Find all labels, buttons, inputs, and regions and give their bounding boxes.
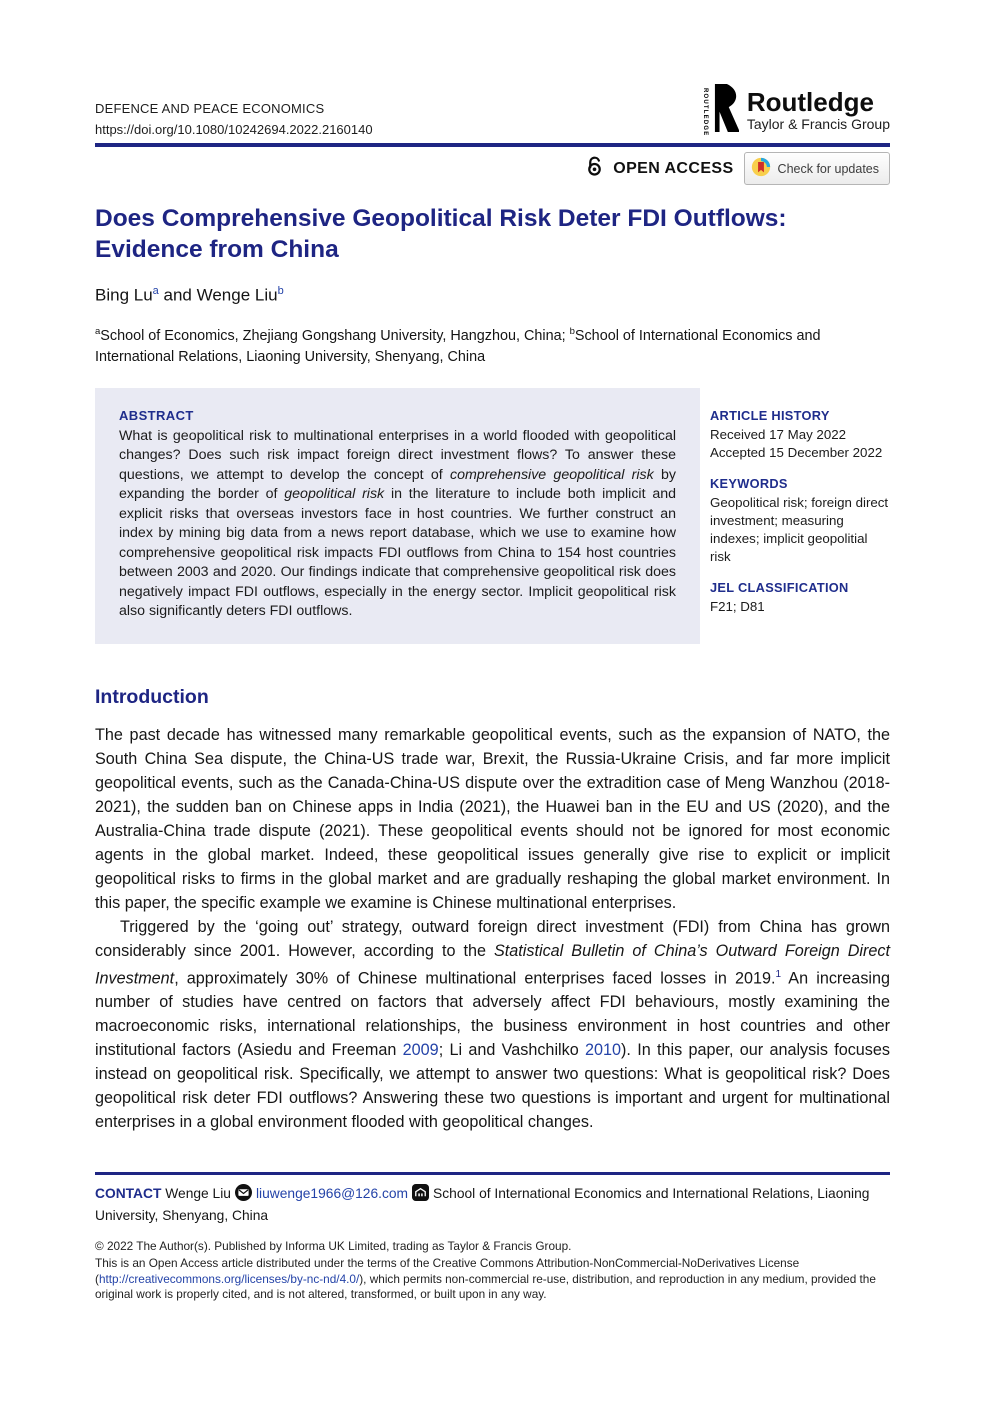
abstract-text-part: in the literature to include both implicit and explicit risks that overseas investors face in host countries. We further construct an index by mining big data from a news report database, which we use to examine how comprehensive geopolitical risk impacts FDI outflows from China to 154 host countries between 2003 and 2020. Our findings indicate that comprehensive geopolitical risk does negatively impact FDI outflows, especially in the energy sector. Implicit geopolitical risk also significantly deters FDI outflows. [119,486,676,620]
footer-rule [95,1172,890,1175]
open-access-label: OPEN ACCESS [613,159,734,177]
keywords-block [710,476,890,566]
contact-address: School of International Economics and International Relations, Liaoning University, Shenyang, China [95,1185,870,1223]
contact-name: Wenge Liu [161,1185,231,1201]
abstract-italic-phrase: geopolitical risk [284,486,385,503]
affiliations [95,321,890,368]
abstract-box [95,388,700,644]
authors-line [95,285,890,306]
license-url-link[interactable]: http://creativecommons.org/licenses/by-nc-nd/4.0/ [98,1271,360,1286]
affiliation-b: School of International Economics and International Relations, Liaoning University, Shenyang, China [95,327,821,365]
publisher-names [746,86,890,133]
affiliation-a-mark: a [95,326,101,338]
author-2: Wenge Liu [196,285,278,305]
institution-icon [412,1184,429,1206]
license-block [95,1239,890,1303]
article-history-block [710,408,890,462]
author-1: Bing Lu [95,285,153,305]
introduction-heading: Introduction [95,685,209,708]
publisher-group: Taylor & Francis Group [746,116,890,133]
abstract-text-part: by expanding the border of [119,466,676,503]
abstract-label: ABSTRACT [119,407,194,423]
header-rule [95,143,890,147]
doi-link[interactable]: https://doi.org/10.1080/10242694.2022.2160140 [95,122,373,137]
accepted-date: Accepted 15 December 2022 [710,444,883,460]
check-for-updates-button[interactable] [744,152,890,185]
introduction-paragraph-1: The past decade has witnessed many remarkable geopolitical events, such as the expansion of NATO, the South China Sea dispute, the China-US trade war, Brexit, the Russia-Ukraine Crisis, and far more implicit geopolitical events, such as the Canada-China-US dispute over the extradition case of Meng Wanzhou (2018-2021), the sudden ban on Chinese apps in India (2021), the Huawei ban in the EU and US (2020), and the Australia-China trade dispute (2021). These geopolitical events should not be ignored for most economic agents in the global market. Indeed, these geopolitical issues generally give rise to explicit or implicit geopolitical risks to firms in the global market and are gradually reshaping the global market environment. In this paper, the specific example we examine is Chinese multinational enterprises. [95,725,890,912]
paragraph-text: Triggered by the ‘going out’ strategy, outward foreign direct investment (FDI) from China has grown considerably since 2001. However, according to the [95,917,890,960]
contact-email-link[interactable]: liuwenge1966@126.com [255,1185,409,1201]
article-meta-sidebar [710,388,890,644]
paragraph-text: ; Li and Vashchilko [438,1041,586,1060]
authors-separator: and [158,285,197,305]
paragraph-text: , approximately 30% of Chinese multinational enterprises faced losses in 2019. [174,969,776,988]
license-text [95,1256,890,1303]
access-row [95,155,890,183]
citation-link-2010[interactable]: 2010 [585,1041,622,1060]
open-access-lock-icon [586,155,603,182]
publisher-name: Routledge [746,86,874,117]
paragraph-text: An increasing number of studies have centred on factors that adversely affect FDI behaviours, mostly examining the macroeconomic risks, international relationships, the business environment in host countries and other institutional factors (Asiedu and Freeman [95,969,891,1060]
routledge-r-mark [713,84,739,137]
article-title: Does Comprehensive Geopolitical Risk Deter FDI Outflows: Evidence from China [95,204,787,263]
footnote-1-marker[interactable]: 1 [775,968,782,980]
check-for-updates-label: Check for updates [777,161,879,176]
license-text-part: This is an Open Access article distributed under the terms of the Creative Commons Attribution-NonCommercial-NoDerivatives License ( [95,1256,800,1286]
received-date: Received 17 May 2022 [710,426,847,442]
jel-label: JEL CLASSIFICATION [710,579,849,595]
journal-header [95,86,890,137]
keywords-text: Geopolitical risk; foreign direct investment; measuring indexes; implicit geopolitial risk [710,494,889,564]
contact-line [95,1184,890,1225]
book-title-italic: Statistical Bulletin of China’s Outward Foreign Direct Investment [95,941,891,988]
email-icon [235,1184,252,1206]
introduction-paragraph-2 [95,915,890,1134]
crossmark-icon [751,157,771,180]
citation-link-2009[interactable]: 2009 [402,1041,439,1060]
contact-label: CONTACT [95,1185,162,1201]
routledge-vertical-text: ROUTLEDGE [701,87,708,136]
abstract-text [119,427,676,622]
keywords-label: KEYWORDS [710,475,788,491]
journal-info [95,101,373,137]
routledge-logo [702,84,890,137]
jel-codes: F21; D81 [710,598,765,614]
license-text-part: ), which permits non-commercial re-use, distribution, and reproduction in any medium, provided the original work is properly cited, and is not altered, transformed, or built upon in any way. [95,1271,876,1302]
affiliation-b-mark: b [569,326,575,338]
author-1-affiliation-mark[interactable]: a [152,284,159,297]
abstract-text-part: What is geopolitical risk to multinational enterprises in a world flooded with geopolitical changes? Does such risk impact foreign direct investment flows? To answer these questions, we attempt to develop the concept of [119,427,676,483]
copyright-line: © 2022 The Author(s). Published by Informa UK Limited, trading as Taylor & Francis Group. [95,1238,572,1253]
abstract-section [95,388,890,644]
journal-name: DEFENCE AND PEACE ECONOMICS [95,101,325,116]
article-history-label: ARTICLE HISTORY [710,407,830,423]
paragraph-text: ). In this paper, our analysis focuses instead on geopolitical risk. Specifically, we attempt to answer two questions: What is geopolitical risk? Does geopolitical risk deter FDI outflows? Answering these two questions is important and urgent for multinational enterprises in a global environment flooded with geopolitical changes. [95,1041,890,1132]
abstract-italic-phrase: comprehensive geopolitical risk [449,466,654,483]
affiliation-a: School of Economics, Zhejiang Gongshang University, Hangzhou, China; [100,327,570,344]
author-2-affiliation-mark[interactable]: b [277,284,284,297]
jel-block [710,580,890,616]
